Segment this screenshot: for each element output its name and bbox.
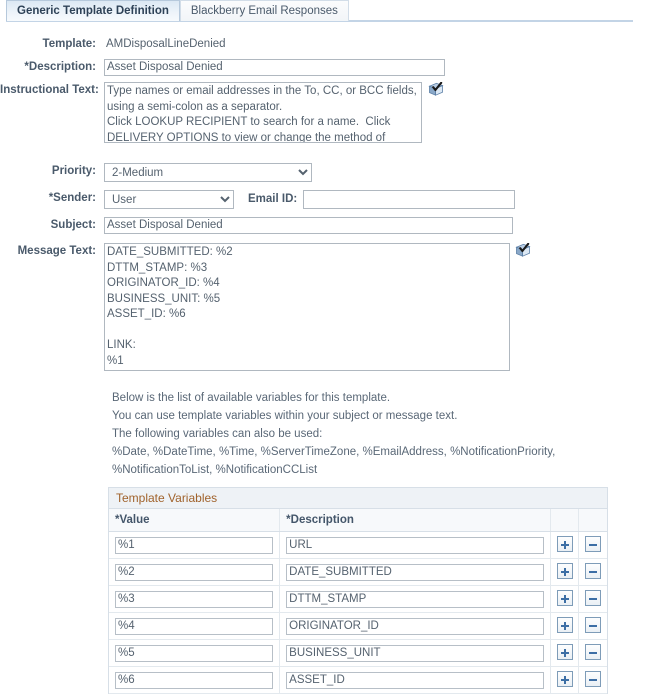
variable-value-input[interactable]	[115, 672, 273, 689]
add-row-button[interactable]	[557, 563, 573, 579]
cell-value	[109, 559, 280, 586]
add-row-button[interactable]	[557, 536, 573, 552]
tab-label: Generic Template Definition	[17, 5, 169, 17]
template-variables-grid	[108, 487, 608, 694]
field-row-subject	[0, 217, 651, 234]
help-line-4: %Date, %DateTime, %Time, %ServerTimeZone, %EmailAddress, %NotificationPriority,	[112, 446, 556, 458]
subject-label: Subject:	[50, 219, 96, 231]
add-row-button[interactable]	[557, 644, 573, 660]
email-id-label: Email ID:	[248, 193, 298, 205]
variable-value-input[interactable]	[115, 591, 273, 608]
description-label: *Description:	[24, 61, 96, 73]
cell-value	[109, 640, 280, 667]
table-row	[109, 640, 607, 667]
message-text-textarea[interactable]	[104, 243, 510, 371]
table-row	[109, 586, 607, 613]
cell-add	[551, 586, 579, 613]
table-row	[109, 532, 607, 559]
field-row-template	[0, 36, 651, 53]
variable-description-input[interactable]	[286, 672, 544, 689]
sender-select[interactable]	[104, 190, 234, 209]
cell-add	[551, 640, 579, 667]
variable-value-input[interactable]	[115, 537, 273, 554]
help-line-2: You can use template variables within your subject or message text.	[112, 410, 458, 422]
cell-value	[109, 667, 280, 694]
cell-add	[551, 559, 579, 586]
spellcheck-icon[interactable]	[428, 82, 444, 97]
template-label: Template:	[42, 38, 96, 50]
remove-row-button[interactable]	[585, 644, 601, 660]
field-row-message-text	[0, 243, 651, 377]
variable-description-input[interactable]	[286, 618, 544, 635]
column-header-remove	[579, 509, 607, 532]
field-row-sender	[0, 190, 651, 209]
variables-help-text	[112, 389, 612, 479]
help-line-5: %NotificationToList, %NotificationCCList	[112, 464, 318, 476]
cell-add	[551, 667, 579, 694]
table-row	[109, 667, 607, 694]
cell-description	[280, 532, 551, 559]
grid-body	[109, 532, 607, 694]
cell-remove	[579, 586, 607, 613]
grid-header-row	[109, 509, 607, 532]
message-text-label: Message Text:	[17, 245, 96, 257]
cell-add	[551, 613, 579, 640]
table-row	[109, 613, 607, 640]
description-input[interactable]	[104, 59, 445, 76]
template-definition-form	[0, 36, 651, 377]
remove-row-button[interactable]	[585, 563, 601, 579]
cell-value	[109, 532, 280, 559]
remove-row-button[interactable]	[585, 590, 601, 606]
tab-strip	[0, 0, 651, 22]
cell-remove	[579, 559, 607, 586]
column-header-description: *Description	[280, 509, 551, 532]
instructional-text-textarea[interactable]	[104, 82, 422, 143]
variable-value-input[interactable]	[115, 645, 273, 662]
priority-label: Priority:	[51, 165, 96, 177]
grid-title: Template Variables	[109, 488, 607, 509]
cell-description	[280, 586, 551, 613]
field-row-description	[0, 59, 651, 76]
add-row-button[interactable]	[557, 590, 573, 606]
field-row-instructional-text	[0, 82, 651, 149]
email-id-input[interactable]	[303, 190, 515, 209]
variable-value-input[interactable]	[115, 564, 273, 581]
help-line-1: Below is the list of available variables for this template.	[112, 392, 391, 404]
cell-add	[551, 532, 579, 559]
help-line-3: The following variables can also be used:	[112, 428, 323, 440]
column-header-value: *Value	[109, 509, 280, 532]
cell-description	[280, 640, 551, 667]
cell-remove	[579, 667, 607, 694]
table-row	[109, 559, 607, 586]
remove-row-button[interactable]	[585, 617, 601, 633]
cell-description	[280, 667, 551, 694]
cell-value	[109, 613, 280, 640]
subject-input[interactable]	[104, 217, 513, 234]
remove-row-button[interactable]	[585, 536, 601, 552]
instructional-text-label: Instructional Text:	[0, 84, 99, 96]
sender-label: *Sender:	[48, 192, 96, 204]
cell-remove	[579, 532, 607, 559]
variable-description-input[interactable]	[286, 537, 544, 554]
variable-description-input[interactable]	[286, 645, 544, 662]
variable-description-input[interactable]	[286, 564, 544, 581]
cell-description	[280, 613, 551, 640]
cell-description	[280, 559, 551, 586]
cell-remove	[579, 613, 607, 640]
cell-remove	[579, 640, 607, 667]
add-row-button[interactable]	[557, 617, 573, 633]
tab-blackberry-email-responses[interactable]	[180, 0, 349, 21]
priority-select[interactable]	[104, 163, 312, 182]
field-row-priority	[0, 163, 651, 182]
column-header-add	[551, 509, 579, 532]
cell-value	[109, 586, 280, 613]
spellcheck-icon[interactable]	[515, 243, 531, 258]
variable-description-input[interactable]	[286, 591, 544, 608]
template-value: AMDisposalLineDenied	[106, 38, 226, 50]
remove-row-button[interactable]	[585, 671, 601, 687]
variable-value-input[interactable]	[115, 618, 273, 635]
tab-label: Blackberry Email Responses	[190, 5, 338, 17]
add-row-button[interactable]	[557, 671, 573, 687]
tab-generic-template-definition[interactable]	[6, 0, 180, 21]
